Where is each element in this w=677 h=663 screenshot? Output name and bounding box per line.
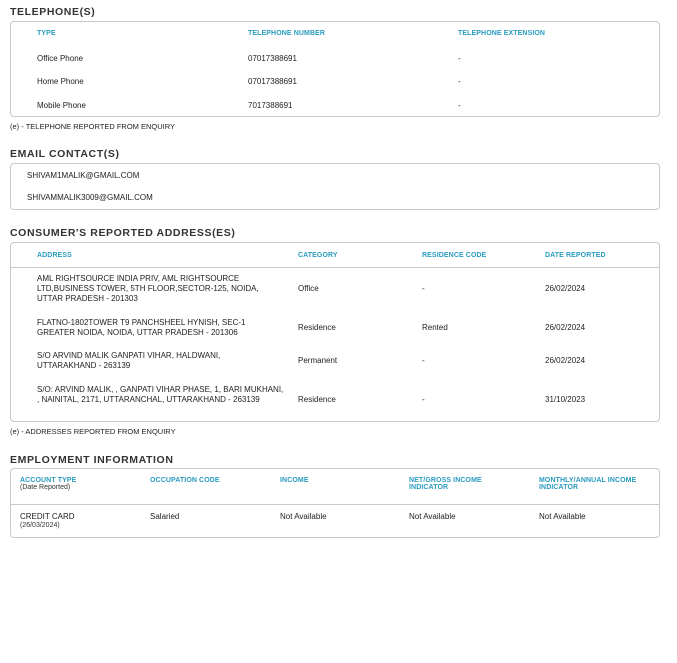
employment-monthly-annual-value: Not Available [539,512,586,521]
address-header-residence-code: RESIDENCE CODE [422,252,487,259]
telephone-note: (e) - TELEPHONE REPORTED FROM ENQUIRY [10,122,176,131]
address-row-category: Residence [298,323,336,332]
address-row-address: S/O ARVIND MALIK GANPATI VIHAR, HALDWANI, UTTARAKHAND - 263139 [37,351,221,370]
address-row-date: 31/10/2023 [545,395,586,404]
address-note: (e) - ADDRESSES REPORTED FROM ENQUIRY [10,427,176,436]
address-row-category: Office [298,284,319,293]
employment-header-divider [11,504,659,505]
address-row-residence: - [422,395,425,404]
employment-header-occupation: OCCUPATION CODE [150,477,220,484]
employment-table [10,468,660,538]
telephone-row-number: 07017388691 [248,54,297,63]
employment-header-net-gross: NET/GROSS INCOME INDICATOR [409,477,482,491]
address-table [10,242,660,422]
employment-header-income: INCOME [280,477,309,484]
address-header-divider [11,267,659,268]
address-row-residence: - [422,356,425,365]
address-header-address: ADDRESS [37,252,72,259]
address-row-category: Permanent [298,356,338,365]
address-header-category: CATEGORY [298,252,338,259]
telephone-row-type: Office Phone [37,54,84,63]
telephone-row-extension: - [458,77,461,86]
address-row-residence: - [422,284,425,293]
employment-net-gross-value: Not Available [409,512,456,521]
address-row-address: S/O: ARVIND MALIK, , GANPATI VIHAR PHASE, 1, BARI MUKHANI, , NAINITAL, 2171, UTTARANCHAL, UTTARAKHAND - 263139 [37,385,284,404]
telephone-row-number: 7017388691 [248,101,293,110]
employment-row-account-type [20,512,75,529]
telephone-row-type: Home Phone [37,77,84,86]
address-row-date: 26/02/2024 [545,356,586,365]
employment-occupation-value: Salaried [150,512,180,521]
telephone-header-type: TYPE [37,30,56,37]
address-section-title: CONSUMER'S REPORTED ADDRESS(ES) [10,227,236,239]
employment-header-monthly-annual: MONTHLY/ANNUAL INCOME INDICATOR [539,477,637,491]
telephone-header-extension: TELEPHONE EXTENSION [458,30,546,37]
employment-account-type-value: CREDIT CARD [20,512,75,521]
telephone-header-number: TELEPHONE NUMBER [248,30,326,37]
employment-header-account-type-sub: (Date Reported) [20,484,71,491]
email-item: SHIVAM1MALIK@GMAIL.COM [27,171,140,180]
address-header-date-reported: DATE REPORTED [545,252,606,259]
employment-header-account-type-label: ACCOUNT TYPE [20,477,77,484]
employment-header-account-type [20,477,76,491]
telephone-row-extension: - [458,101,461,110]
address-row-date: 26/02/2024 [545,323,586,332]
telephone-row-extension: - [458,54,461,63]
address-row-date: 26/02/2024 [545,284,586,293]
address-row-address: FLATNO-1802TOWER T9 PANCHSHEEL HYNISH, SEC-1 GREATER NOIDA, NOIDA, UTTAR PRADESH - 201306 [37,318,246,337]
telephone-table [10,21,660,117]
email-item: SHIVAMMALIK3009@GMAIL.COM [27,193,153,202]
telephone-row-type: Mobile Phone [37,101,86,110]
address-row-address: AML RIGHTSOURCE INDIA PRIV, AML RIGHTSOURCE LTD,BUSINESS TOWER, 5TH FLOOR,SECTOR-125, NOIDA, UTTAR PRADESH - 201303 [37,274,259,303]
employment-account-date: (26/03/2024) [20,522,60,529]
employment-income-value: Not Available [280,512,327,521]
address-row-residence: Rented [422,323,448,332]
email-list [10,163,660,210]
employment-section-title: EMPLOYMENT INFORMATION [10,454,174,466]
email-section-title: EMAIL CONTACT(S) [10,148,120,160]
telephone-section-title: TELEPHONE(S) [10,6,96,18]
address-row-category: Residence [298,395,336,404]
telephone-row-number: 07017388691 [248,77,297,86]
